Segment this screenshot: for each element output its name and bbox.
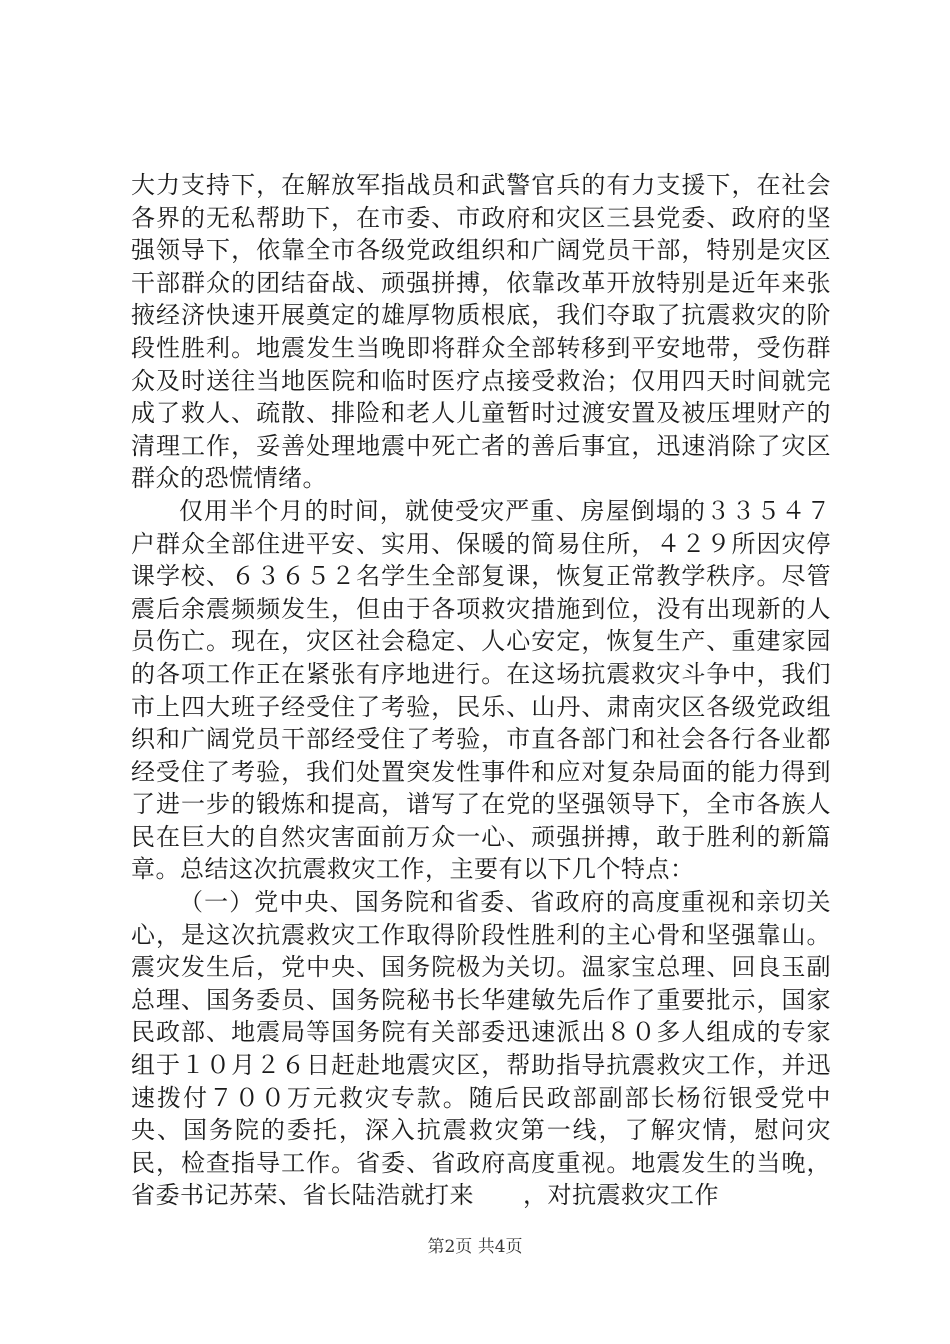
document-body bbox=[131, 169, 831, 1212]
paragraph-feature-one: （一）党中央、国务院和省委、省政府的高度重视和亲切关心，是这次抗震救灾工作取得阶段性胜利的主心骨和坚强靠山。震灾发生后，党中央、国务院极为关切。温家宝总理、回良玉副总理、国务委员、国务院秘书长华建敏先后作了重要批示，国家民政部、地震局等国务院有关部委迅速派出８０多人组成的专家组于１０月２６日赶赴地震灾区，帮助指导抗震救灾工作，并迅速拨付７００万元救灾专款。随后民政部副部长杨衍银受党中央、国务院的委托，深入抗震救灾第一线，了解灾情，慰问灾民，检查指导工作。省委、省政府高度重视。地震发生的当晚，省委书记苏荣、省长陆浩就打来 ，对抗震救灾工作 bbox=[131, 888, 831, 1210]
page-footer: 第2页 共4页 bbox=[427, 1237, 523, 1257]
paragraph-results: 仅用半个月的时间，就使受灾严重、房屋倒塌的３３５４７户群众全部住进平安、实用、保暖的简易住所，４２９所因灾停课学校、６３６５２名学生全部复课，恢复正常教学秩序。尽管震后余震频频发生，但由于各项救灾措施到位，没有出现新的人员伤亡。现在，灾区社会稳定、人心安定，恢复生产、重建家园的各项工作正在紧张有序地进行。在这场抗震救灾斗争中，我们市上四大班子经受住了考验，民乐、山丹、肃南灾区各级党政组织和广阔党员干部经受住了考验，市直各部门和社会各行各业都经受住了考验，我们处置突发性事件和应对复杂局面的能力得到了进一步的锻炼和提高，谱写了在党的坚强领导下，全市各族人民在巨大的自然灾害面前万众一心、顽强拼搏，敢于胜利的新篇章。总结这次抗震救灾工作，主要有以下几个特点： bbox=[131, 496, 831, 884]
paragraph-continued: 大力支持下，在解放军指战员和武警官兵的有力支援下，在社会各界的无私帮助下，在市委、市政府和灾区三县党委、政府的坚强领导下，依靠全市各级党政组织和广阔党员干部，特别是灾区干部群众的团结奋战、顽强拼搏，依靠改革开放特别是近年来张掖经济快速开展奠定的雄厚物质根底，我们夺取了抗震救灾的阶段性胜利。地震发生当晚即将群众全部转移到平安地带，受伤群众及时送往当地医院和临时医疗点接受救治；仅用四天时间就完成了救人、疏散、排险和老人儿童暂时过渡安置及被压埋财产的清理工作，妥善处理地震中死亡者的善后事宜，迅速消除了灾区群众的恐慌情绪。 bbox=[131, 171, 831, 493]
